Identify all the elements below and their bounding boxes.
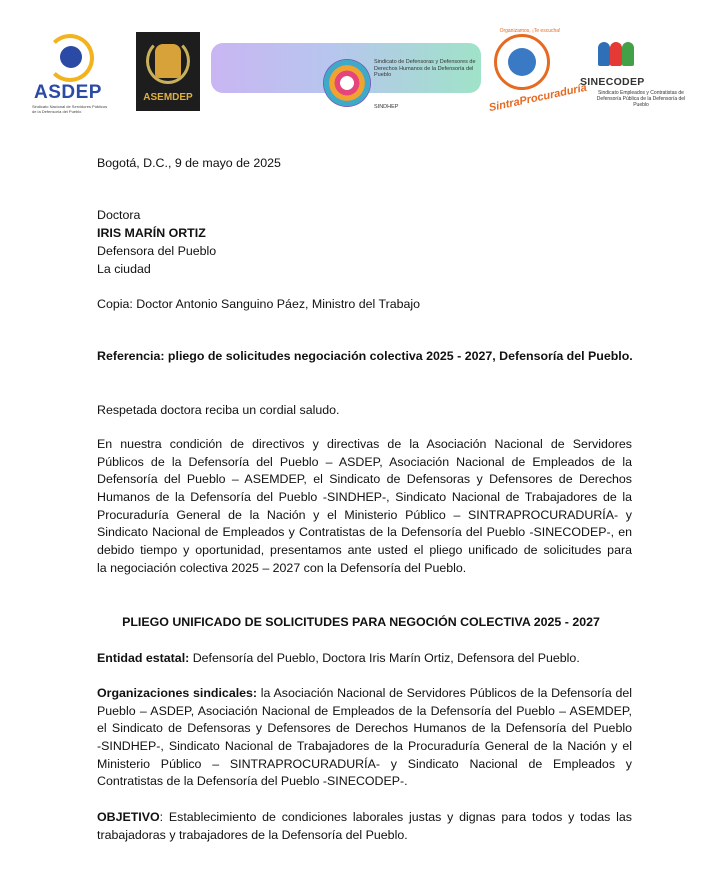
- sindhep-short: SINDHEP: [374, 104, 399, 110]
- sinecodep-name: SINECODEP: [580, 76, 645, 88]
- unions-line: [97, 685, 632, 703]
- objective-paragraph: [97, 809, 632, 844]
- asdep-subtitle: Sindicato Nacional de Servidores Públicos de la Defensoría del Pueblo: [32, 104, 108, 114]
- intro-line: Humanos de la Defensoría del Pueblo -SINDHEP-, Sindicato Nacional de Trabajadores de la: [97, 490, 632, 505]
- intro-line: Públicos de la Defensoría del Pueblo – ASDEP, Asociación Nacional de Empleados de la: [97, 454, 632, 469]
- sintra-top-text: Organizamos, ¡Te escucha!: [499, 28, 561, 34]
- recipient-position: Defensora del Pueblo: [97, 244, 217, 258]
- intro-line: En nuestra condición de directivos y directivas de la Asociación Nacional de Servidores: [97, 437, 632, 451]
- sintraprocuraduria-logo: [487, 28, 588, 115]
- unions-first-rest: la Asociación Nacional de Servidores Públicos de la Defensoría del: [257, 686, 632, 700]
- intro-line: Defensoría del Pueblo – ASEMDEP, el Sindicato de Defensoras y Defensores de Derechos: [97, 472, 632, 487]
- asdep-name: ASDEP: [34, 82, 102, 103]
- unions-label: Organizaciones sindicales:: [97, 686, 258, 700]
- reference-line: Referencia: pliego de solicitudes negociación colectiva 2025 - 2027, Defensoría del Pueblo.: [97, 349, 633, 363]
- asemdep-logo: [136, 32, 200, 111]
- sinecodep-logo: [580, 36, 690, 112]
- unions-line: Pueblo – ASDEP, Asociación Nacional de Empleados de la Defensoría del Pueblo – ASEMDEP,: [97, 703, 632, 718]
- sintra-name: SintraProcuraduría: [487, 81, 588, 115]
- unions-line: -SINDHEP-, Sindicato Nacional de Trabajadores de la Procuraduría General de la Nación y el: [97, 739, 632, 754]
- sindhep-rose-icon: [323, 59, 371, 107]
- unions-line: Ministerio Público – SINTRAPROCURADURÍA- y Sindicato Nacional de Empleados y: [97, 756, 632, 771]
- intro-line: debido tiempo y oportunidad, presentamos ante usted el pliego unificado de solicitudes para: [97, 543, 632, 558]
- letter-date: Bogotá, D.C., 9 de mayo de 2025: [97, 156, 281, 170]
- entity-label: Entidad estatal:: [97, 651, 190, 665]
- sinecodep-figures-icon: [594, 36, 638, 70]
- objective-first-rest: : Establecimiento de condiciones laborales justas y dignas para todos y todas las: [159, 810, 632, 824]
- asdep-logo: [28, 34, 110, 114]
- objective-label: OBJETIVO: [97, 810, 160, 824]
- unions-line: el Sindicato de Defensoras y Defensores de Derechos Humanos de la Defensoría del Pueblo: [97, 721, 632, 736]
- recipient-name: IRIS MARÍN ORTIZ: [97, 226, 206, 240]
- intro-line: Procuraduría General de la Nación y el Ministerio Público – SINTRAPROCURADURÍA- y: [97, 507, 632, 522]
- header-logos: [0, 0, 722, 125]
- sinecodep-subtitle: Sindicato Empleados y Contratistas de Defensoría Pública de la Defensoría del Pueblo: [596, 90, 686, 108]
- unions-line: Contratistas de la Defensoría del Pueblo -SINECODEP-.: [97, 774, 408, 789]
- entity-text: Defensoría del Pueblo, Doctora Iris Marín Ortiz, Defensora del Pueblo.: [189, 651, 580, 665]
- intro-line: la negociación colectiva 2025 – 2027 con la Defensoría del Pueblo.: [97, 560, 467, 575]
- objective-line: trabajadoras y trabajadores de la Defensoría del Pueblo.: [97, 827, 408, 842]
- greeting: Respetada doctora reciba un cordial saludo.: [97, 403, 340, 417]
- objective-line: [97, 809, 632, 827]
- sintra-globe-icon: [508, 48, 536, 76]
- intro-line: Sindicato Nacional de Empleados y Contratistas de la Defensoría del Pueblo -SINECODEP-, en: [97, 525, 632, 540]
- sindhep-logo: [211, 43, 481, 110]
- asemdep-name: ASEMDEP: [143, 92, 193, 103]
- recipient-city: La ciudad: [97, 262, 151, 276]
- copy-line: Copia: Doctor Antonio Sanguino Páez, Ministro del Trabajo: [97, 297, 421, 311]
- asemdep-fist-icon: [155, 44, 181, 78]
- unions-paragraph: [97, 685, 632, 791]
- intro-paragraph: [97, 436, 632, 578]
- section-title: PLIEGO UNIFICADO DE SOLICITUDES PARA NEGOCIÓN COLECTIVA 2025 - 2027: [122, 615, 600, 629]
- recipient-salutation: Doctora: [97, 208, 141, 222]
- sindhep-text: Sindicato de Defensoras y Defensores de Derechos Humanos de la Defensoría del Pueblo: [374, 59, 476, 78]
- entity-paragraph: [97, 650, 580, 668]
